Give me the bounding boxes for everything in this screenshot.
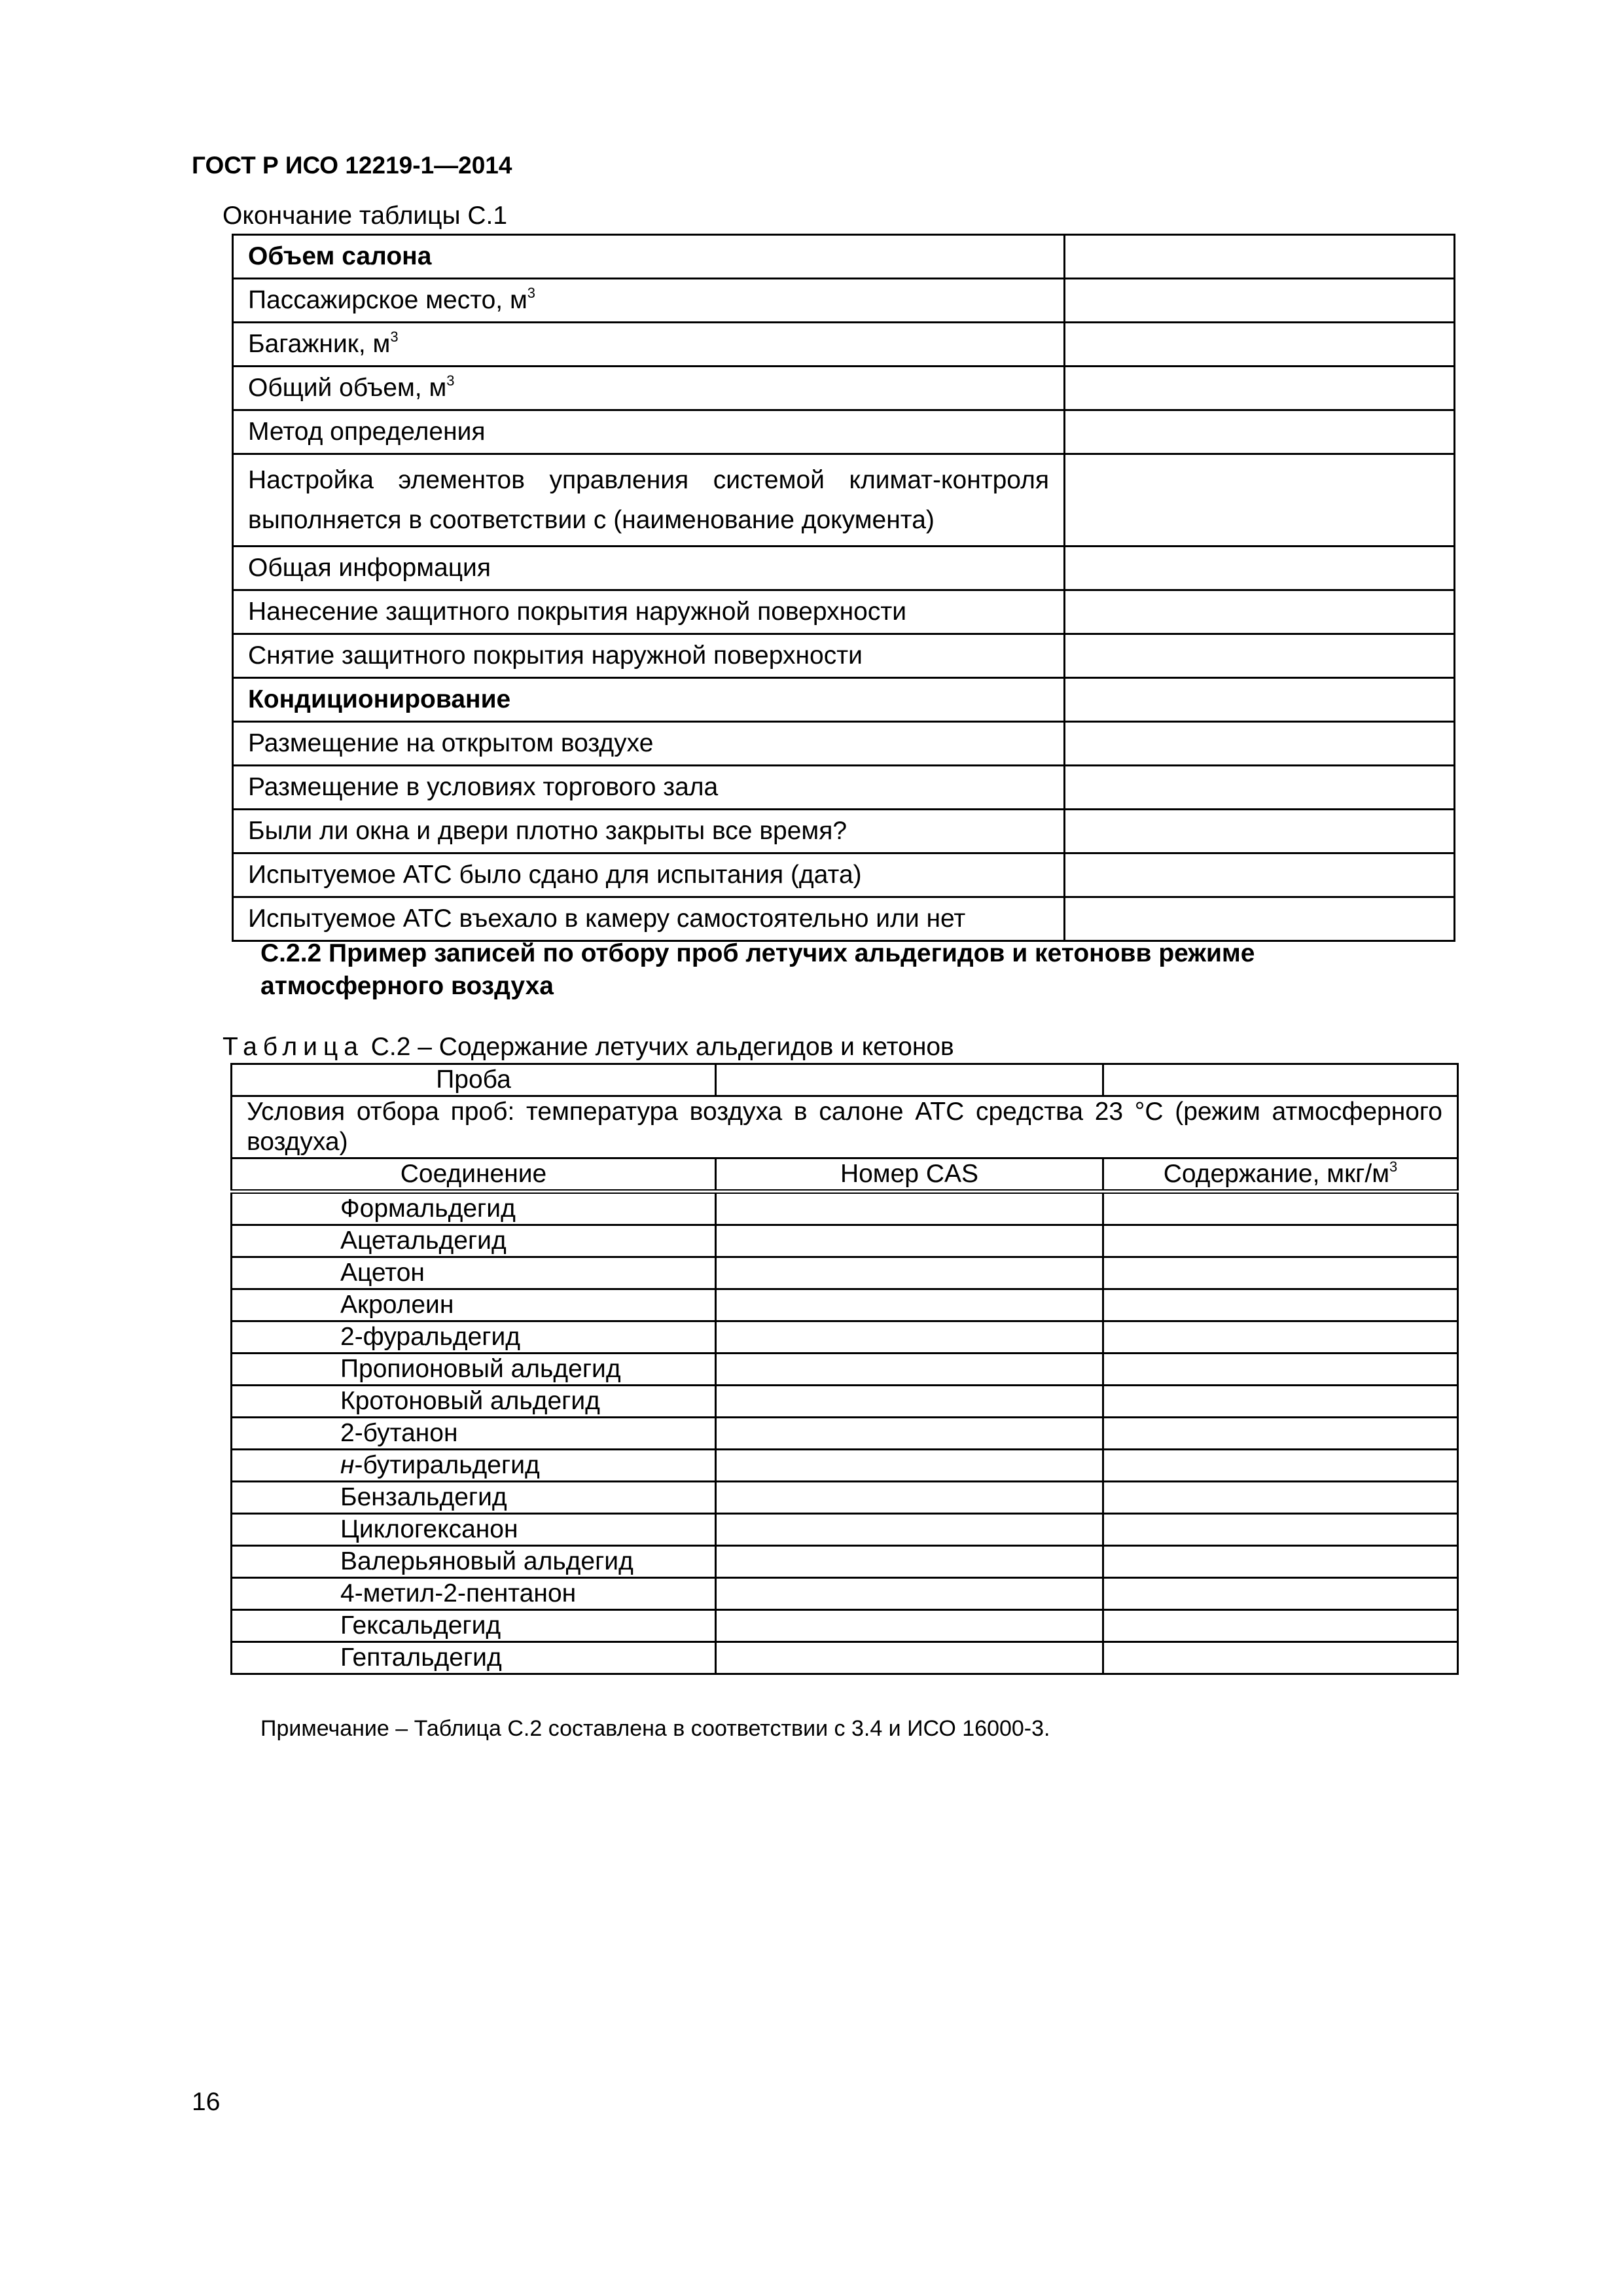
table1-value-cell [1065, 547, 1455, 590]
table1-value-cell [1065, 853, 1455, 897]
table1-value-cell [1065, 897, 1455, 941]
compound-name: Бензальдегид [340, 1483, 507, 1511]
compound-name: Ацетон [340, 1259, 425, 1287]
table1-label: Общая информация [248, 554, 491, 582]
content-value-cell [1103, 1482, 1458, 1514]
compound-name-cell [232, 1354, 716, 1386]
table2-compound-row [232, 1514, 1458, 1546]
content-value-cell [1103, 1386, 1458, 1418]
table1-label: Объем салона [248, 242, 432, 270]
table1-value-cell [1065, 590, 1455, 634]
table1-value-cell [1065, 279, 1455, 323]
cas-number-cell [716, 1386, 1103, 1418]
cas-number-cell [716, 1514, 1103, 1546]
compound-name: 2-бутанон [340, 1419, 458, 1447]
cas-number-cell [716, 1546, 1103, 1578]
cas-number-cell [716, 1354, 1103, 1386]
compound-name-cell [232, 1386, 716, 1418]
table1-row [233, 323, 1455, 367]
content-value-cell [1103, 1642, 1458, 1674]
compound-name: Ацетальдегид [340, 1227, 507, 1255]
table2-compound-row [232, 1642, 1458, 1674]
table2-compound-row [232, 1546, 1458, 1578]
table1-label: Испытуемое АТС въехало в камеру самостоятельно или нет [248, 905, 966, 933]
table2-compound-row [232, 1418, 1458, 1450]
table1-label-cell [233, 367, 1065, 410]
compound-name: Кротоновый альдегид [340, 1387, 600, 1415]
document-code-header: ГОСТ Р ИСО 12219-1—2014 [192, 152, 512, 179]
table2-compound-row [232, 1450, 1458, 1482]
table2-caption-title: С.2 – Содержание летучих альдегидов и кетонов [363, 1033, 954, 1061]
table1-label-cell [233, 323, 1065, 367]
table1-value-cell [1065, 634, 1455, 678]
content-value-cell [1103, 1418, 1458, 1450]
table2-compound-row [232, 1610, 1458, 1642]
table1-row [233, 367, 1455, 410]
compound-italic-prefix: н [340, 1451, 355, 1479]
table1-label: Нанесение защитного покрытия наружной поверхности [248, 598, 907, 626]
table2-sample-row [232, 1064, 1458, 1096]
table1-label: Кондиционирование [248, 685, 511, 713]
cas-number-cell [716, 1578, 1103, 1610]
table2-compound-row [232, 1321, 1458, 1354]
table1-label: Багажник, м [248, 330, 391, 358]
cas-number-cell [716, 1257, 1103, 1289]
table1-row [233, 279, 1455, 323]
table1-row [233, 897, 1455, 941]
compound-name-cell [232, 1450, 716, 1482]
compound-name: Акролеин [340, 1291, 454, 1319]
compound-name-cell [232, 1642, 716, 1674]
cas-number-cell [716, 1482, 1103, 1514]
content-value-cell [1103, 1257, 1458, 1289]
section-heading-c22: С.2.2 Пример записей по отбору проб летучих альдегидов и кетоновв режиме атмосферного воздуха [260, 939, 1255, 1000]
compound-name-cell [232, 1482, 716, 1514]
unit-superscript: 3 [446, 372, 455, 389]
table1-caption: Окончание таблицы С.1 [223, 202, 508, 230]
table1-value-cell [1065, 367, 1455, 410]
table1-row [233, 590, 1455, 634]
cas-number-cell [716, 1418, 1103, 1450]
table1-value-cell [1065, 235, 1455, 279]
table2-compound-row [232, 1578, 1458, 1610]
table1-label-cell [233, 279, 1065, 323]
table1-label-cell [233, 454, 1065, 547]
table1-label-cell [233, 853, 1065, 897]
table1-value-cell [1065, 410, 1455, 454]
table2-compound-row [232, 1225, 1458, 1257]
compound-name: Циклогексанон [340, 1515, 518, 1543]
cas-number-cell [716, 1610, 1103, 1642]
sample-cell-empty [1103, 1064, 1458, 1096]
compound-name: Гексальдегид [340, 1611, 501, 1640]
table1-label: Снятие защитного покрытия наружной поверхности [248, 641, 863, 670]
table1-row [233, 810, 1455, 853]
table1-row [233, 410, 1455, 454]
table2-compound-row [232, 1192, 1458, 1225]
compound-name-cell [232, 1546, 716, 1578]
content-value-cell [1103, 1610, 1458, 1642]
table1-row [233, 722, 1455, 766]
compound-name-cell [232, 1225, 716, 1257]
table2-conditions-row [232, 1096, 1458, 1158]
table1-label: Метод определения [248, 418, 486, 446]
table1-label-cell [233, 410, 1065, 454]
cas-number-cell [716, 1321, 1103, 1354]
table2-caption-prefix: Таблица [223, 1033, 364, 1061]
table1-label-cell [233, 897, 1065, 941]
table1-value-cell [1065, 323, 1455, 367]
table2-compound-row [232, 1482, 1458, 1514]
compound-name: Пропионовый альдегид [340, 1355, 621, 1383]
cas-number-cell [716, 1450, 1103, 1482]
table1-row [233, 678, 1455, 722]
compound-name-cell [232, 1418, 716, 1450]
table2-compound-row [232, 1386, 1458, 1418]
table1-label-cell [233, 547, 1065, 590]
cas-number-cell [716, 1225, 1103, 1257]
page-number: 16 [192, 2088, 221, 2116]
header-cas: Номер CAS [716, 1158, 1103, 1192]
table2-aldehydes-ketones [230, 1063, 1459, 1675]
compound-name: -бутиральдегид [354, 1451, 540, 1479]
compound-name-cell [232, 1192, 716, 1225]
table2-note: Примечание – Таблица С.2 составлена в соответствии с 3.4 и ИСО 16000-3. [260, 1716, 1050, 1741]
table1-row [233, 235, 1455, 279]
content-value-cell [1103, 1289, 1458, 1321]
header-compound: Соединение [232, 1158, 716, 1192]
table1-label-cell [233, 634, 1065, 678]
compound-name: Валерьяновый альдегид [340, 1547, 633, 1575]
unit-superscript: 3 [527, 285, 536, 301]
compound-name-cell [232, 1610, 716, 1642]
table1-label-cell [233, 678, 1065, 722]
cas-number-cell [716, 1642, 1103, 1674]
content-value-cell [1103, 1225, 1458, 1257]
cas-number-cell [716, 1192, 1103, 1225]
table1-label-cell [233, 235, 1065, 279]
table1-label: Были ли окна и двери плотно закрыты все время? [248, 817, 847, 845]
content-value-cell [1103, 1450, 1458, 1482]
compound-name: Формальдегид [340, 1194, 516, 1223]
compound-name-cell [232, 1321, 716, 1354]
table1-label-cell [233, 590, 1065, 634]
compound-name: 4-метил-2-пентанон [340, 1579, 577, 1607]
table1-label-cell [233, 766, 1065, 810]
content-value-cell [1103, 1354, 1458, 1386]
header-content [1103, 1158, 1458, 1192]
compound-name: Гептальдегид [340, 1643, 502, 1672]
content-value-cell [1103, 1192, 1458, 1225]
table1-value-cell [1065, 810, 1455, 853]
table1-cabin-info [232, 234, 1455, 942]
compound-name: 2-фуральдегид [340, 1323, 521, 1351]
table1-label: Испытуемое АТС было сдано для испытания (дата) [248, 861, 862, 889]
table1-value-cell [1065, 722, 1455, 766]
sample-cell-empty [716, 1064, 1103, 1096]
table1-label-cell [233, 722, 1065, 766]
sample-label-cell [232, 1064, 716, 1096]
table1-value-cell [1065, 766, 1455, 810]
header-content-sup: 3 [1389, 1158, 1398, 1175]
compound-name-cell [232, 1257, 716, 1289]
compound-name-cell [232, 1289, 716, 1321]
table1-row [233, 853, 1455, 897]
table1-row [233, 547, 1455, 590]
table1-value-cell [1065, 678, 1455, 722]
table2-header-row [232, 1158, 1458, 1192]
table2-compound-row [232, 1289, 1458, 1321]
table1-label: Пассажирское место, м [248, 286, 527, 314]
compound-name-cell [232, 1578, 716, 1610]
table1-label-cell [233, 810, 1065, 853]
table1-label: Настройка элементов управления системой климат-контроля выполняется в соответствии с (наименование документа) [248, 466, 1049, 534]
content-value-cell [1103, 1514, 1458, 1546]
content-value-cell [1103, 1578, 1458, 1610]
table1-value-cell [1065, 454, 1455, 547]
table1-label: Размещение на открытом воздухе [248, 729, 654, 757]
table1-row [233, 454, 1455, 547]
table1-label: Размещение в условиях торгового зала [248, 773, 719, 801]
content-value-cell [1103, 1321, 1458, 1354]
conditions-cell: Условия отбора проб: температура воздуха в салоне АТС средства 23 °С (режим атмосферного воздуха) [232, 1096, 1458, 1158]
compound-name-cell [232, 1514, 716, 1546]
table1-row [233, 634, 1455, 678]
sample-label: Проба [436, 1066, 511, 1094]
table2-compound-row [232, 1257, 1458, 1289]
cas-number-cell [716, 1289, 1103, 1321]
table1-row [233, 766, 1455, 810]
header-content-label: Содержание, мкг/м [1163, 1160, 1390, 1188]
table1-label: Общий объем, м [248, 374, 447, 402]
table2-caption [223, 1033, 954, 1062]
content-value-cell [1103, 1546, 1458, 1578]
table2-compound-row [232, 1354, 1458, 1386]
unit-superscript: 3 [390, 329, 399, 345]
